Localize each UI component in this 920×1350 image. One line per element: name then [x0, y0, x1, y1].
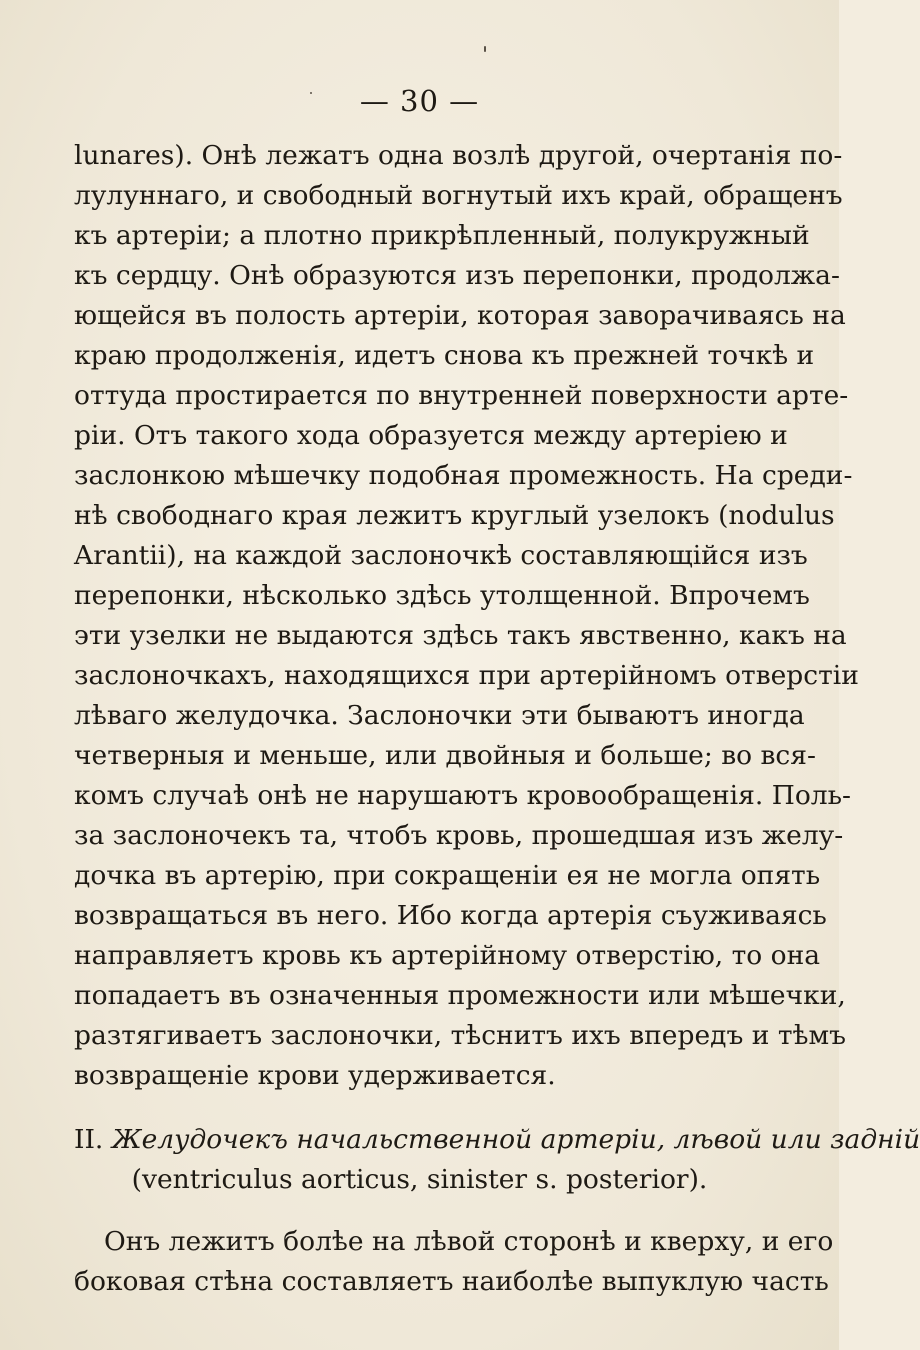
text-line: разтягиваетъ заслоночки, тѣснитъ ихъ впередъ и тѣмъ [74, 1020, 846, 1051]
text-line: нѣ свободнаго края лежитъ круглый узелокъ (nodulus [74, 500, 835, 531]
text-line: оттуда простирается по внутренней поверхности арте- [74, 380, 849, 411]
text-line: заслонкою мѣшечку подобная промежность. На среди- [74, 460, 853, 491]
text-line: краю продолженія, идетъ снова къ прежней точкѣ и [74, 340, 815, 371]
text-line: возвращаться въ него. Ибо когда артерія съуживаясь [74, 900, 827, 931]
section-number: II. [74, 1124, 104, 1155]
text-line: возвращеніе крови удерживается. [74, 1060, 556, 1091]
text-line: эти узелки не выдаются здѣсь такъ явственно, какъ на [74, 620, 847, 651]
text-line: Arantii), на каждой заслоночкѣ составляющійся изъ [74, 540, 808, 571]
text-line: за заслоночекъ та, чтобъ кровь, прошедшая изъ желу- [74, 820, 844, 851]
text-line: боковая стѣна составляетъ наиболѣе выпуклую часть [74, 1266, 829, 1297]
text-line: дочка въ артерію, при сокращеніи ея не могла опять [74, 860, 821, 891]
section-heading [74, 1120, 920, 1160]
text-line: къ артеріи; а плотно прикрѣпленный, полукружный [74, 220, 810, 251]
text-line: четверныя и меньше, или двойныя и больше; во вся- [74, 740, 816, 771]
text-line: ріи. Отъ такого хода образуется между артеріею и [74, 420, 788, 451]
text-line: ющейся въ полость артеріи, которая заворачиваясь на [74, 300, 846, 331]
text-line: къ сердцу. Онѣ образуются изъ перепонки, продолжа- [74, 260, 840, 291]
text-line: Онъ лежитъ болѣе на лѣвой сторонѣ и кверху, и его [104, 1226, 834, 1257]
text-line: перепонки, нѣсколько здѣсь утолщенной. Впрочемъ [74, 580, 810, 611]
text-line: комъ случаѣ онѣ не нарушаютъ кровообращенія. Поль- [74, 780, 851, 811]
section-latin-name: (ventriculus aorticus, sinister s. posterior). [131, 1164, 708, 1195]
text-line: заслоночкахъ, находящихся при артерійномъ отверстіи [74, 660, 859, 691]
print-speck [484, 46, 486, 52]
page-number: — 30 — [359, 84, 480, 118]
text-line: попадаетъ въ означенныя промежности или мѣшечки, [74, 980, 846, 1011]
text-line: lunares). Онѣ лежатъ одна возлѣ другой, очертанія по- [74, 140, 843, 171]
text-line: направляетъ кровь къ артерійному отверстію, то она [74, 940, 821, 971]
section-title: Желудочекъ начальственной артеріи, лѣвой или задній [111, 1124, 920, 1155]
text-line: лулуннаго, и свободный вогнутый ихъ край, обращенъ [74, 180, 843, 211]
text-line: лѣваго желудочка. Заслоночки эти бываютъ иногда [74, 700, 805, 731]
